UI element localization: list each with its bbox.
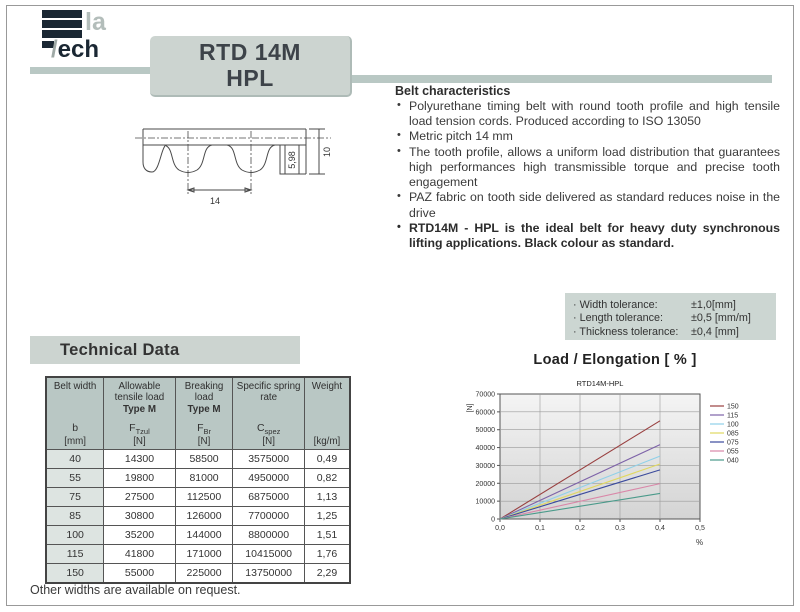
x-tick-label: 0,0	[495, 525, 505, 532]
tooth-partial	[143, 146, 165, 172]
table-cell: 41800	[104, 545, 175, 564]
header-bar-right	[350, 75, 772, 83]
table-cell: 81000	[175, 469, 233, 488]
table-row	[46, 507, 350, 526]
table-row	[46, 469, 350, 488]
y-tick-label: 40000	[475, 445, 495, 453]
table-row	[46, 545, 350, 564]
logo-text-tech	[51, 36, 99, 64]
load-elongation-chart	[460, 376, 778, 568]
legend-entry: 055	[727, 448, 739, 456]
logo-ech: ech	[57, 36, 100, 63]
x-tick-label: 0,2	[575, 525, 585, 532]
table-cell: 0,49	[304, 450, 350, 469]
footer-note: Other widths are available on request.	[30, 583, 241, 597]
logo-stripe	[42, 20, 82, 28]
legend-entry: 040	[727, 457, 739, 465]
col-belt-width: Belt width b [mm]	[46, 377, 104, 450]
table-cell: 2,29	[304, 564, 350, 584]
tolerance-value: ±0,4 [mm]	[691, 325, 739, 338]
technical-data-table	[45, 376, 351, 584]
x-axis-label: %	[696, 538, 704, 547]
characteristics-bullet: • Metric pitch 14 mm	[395, 129, 780, 144]
y-tick-label: 50000	[475, 427, 495, 435]
col-breaking-load: Breaking load Type M $F_{Br}$ [N]	[175, 377, 233, 450]
table-cell: 10415000	[233, 545, 304, 564]
header-bar-left	[30, 67, 150, 74]
table-cell: 0,82	[304, 469, 350, 488]
table-cell: 1,25	[304, 507, 350, 526]
belt-width-cell: 85	[46, 507, 104, 526]
table-cell: 225000	[175, 564, 233, 584]
characteristics-bullet-highlight: • RTD14M - HPL is the ideal belt for heavy duty synchronous lifting applications. Black colour as standard.	[395, 221, 780, 251]
y-tick-label: 30000	[475, 462, 495, 470]
table-cell: 27500	[104, 488, 175, 507]
table-cell: 8800000	[233, 526, 304, 545]
table-cell: 1,13	[304, 488, 350, 507]
table-cell: 14300	[104, 450, 175, 469]
dim-total-height-label: 10	[322, 146, 332, 158]
tolerance-row	[573, 312, 768, 325]
dim-tooth-height-label: 5,98	[287, 151, 297, 169]
y-tick-label: 0	[491, 516, 495, 524]
table-cell: 19800	[104, 469, 175, 488]
legend-entry: 115	[727, 412, 739, 420]
table-cell: 144000	[175, 526, 233, 545]
chart-subtitle: RTD14M-HPL	[576, 379, 624, 388]
belt-width-cell: 115	[46, 545, 104, 564]
product-title-line1: RTD 14M	[199, 39, 301, 66]
table-row	[46, 564, 350, 584]
product-title-line2: HPL	[226, 64, 274, 91]
table-cell: 4950000	[233, 469, 304, 488]
x-tick-label: 0,4	[655, 525, 665, 532]
characteristics-bullet: • The tooth profile, allows a uniform load distribution that guarantees high performances high transmissible torque and precise tooth engagement	[395, 145, 780, 191]
legend-entry: 150	[727, 403, 739, 411]
characteristics-heading: Belt characteristics	[395, 84, 511, 98]
dim-pitch-label: 14	[209, 196, 221, 206]
elatech-logo	[42, 10, 112, 70]
logo-text-la: la	[85, 8, 106, 36]
col-specific-spring-rate: Specific spring rate $C_{spez}$ [N]	[233, 377, 304, 450]
tolerance-label: · Thickness tolerance:	[573, 326, 691, 339]
characteristics-list	[395, 99, 780, 251]
legend-entry: 100	[727, 421, 739, 429]
characteristics-bullet: • Polyurethane timing belt with round tooth profile and high tensile load tension cords. Produced according to ISO 13050	[395, 99, 780, 129]
table-header-row	[46, 377, 350, 450]
table-cell: 35200	[104, 526, 175, 545]
tolerance-value: ±1,0[mm]	[691, 299, 736, 311]
y-tick-label: 20000	[475, 480, 495, 488]
table-cell: 171000	[175, 545, 233, 564]
tolerance-box	[565, 293, 776, 340]
table-cell: 58500	[175, 450, 233, 469]
belt-width-cell: 55	[46, 469, 104, 488]
table-row	[46, 488, 350, 507]
tooth-profile-drawing	[133, 112, 338, 210]
table-cell: 13750000	[233, 564, 304, 584]
chart-svg	[460, 376, 778, 568]
table-cell: 7700000	[233, 507, 304, 526]
belt-width-cell: 40	[46, 450, 104, 469]
col-allowable-tensile-load: Allowable tensile load Type M $F_{Tzul}$ [N]	[104, 377, 175, 450]
y-tick-label: 60000	[475, 409, 495, 417]
y-axis-label: [N]	[467, 403, 474, 413]
table-cell: 3575000	[233, 450, 304, 469]
x-tick-label: 0,3	[615, 525, 625, 532]
table-cell: 126000	[175, 507, 233, 526]
legend-entry: 075	[727, 439, 739, 447]
chart-title: Load / Elongation [ % ]	[533, 352, 697, 368]
table-cell: 1,51	[304, 526, 350, 545]
y-tick-label: 70000	[475, 391, 495, 399]
table-row	[46, 526, 350, 545]
tolerance-value: ±0,5 [mm/m]	[691, 312, 751, 325]
belt-characteristics-section	[395, 84, 780, 251]
table-cell: 112500	[175, 488, 233, 507]
table-cell: 55000	[104, 564, 175, 584]
table-cell: 6875000	[233, 488, 304, 507]
technical-data-header	[30, 336, 300, 364]
legend-entry: 085	[727, 430, 739, 438]
logo-stripe	[42, 10, 82, 18]
belt-width-cell: 75	[46, 488, 104, 507]
x-tick-label: 0,5	[695, 525, 705, 532]
table-row	[46, 450, 350, 469]
tolerance-label: · Width tolerance:	[573, 299, 691, 312]
table-cell: 30800	[104, 507, 175, 526]
y-tick-label: 10000	[475, 498, 495, 506]
product-title-box	[150, 36, 352, 97]
technical-data-heading: Technical Data	[60, 340, 180, 359]
characteristics-bullet: • PAZ fabric on tooth side delivered as standard reduces noise in the drive	[395, 190, 780, 220]
tolerance-row	[573, 326, 768, 339]
table-cell: 1,76	[304, 545, 350, 564]
belt-width-cell: 100	[46, 526, 104, 545]
tolerance-row	[573, 299, 768, 312]
belt-width-cell: 150	[46, 564, 104, 584]
x-tick-label: 0,1	[535, 525, 545, 532]
col-weight: Weight [kg/m]	[304, 377, 350, 450]
logo-slash: /	[51, 36, 58, 63]
tolerance-label: · Length tolerance:	[573, 312, 691, 325]
